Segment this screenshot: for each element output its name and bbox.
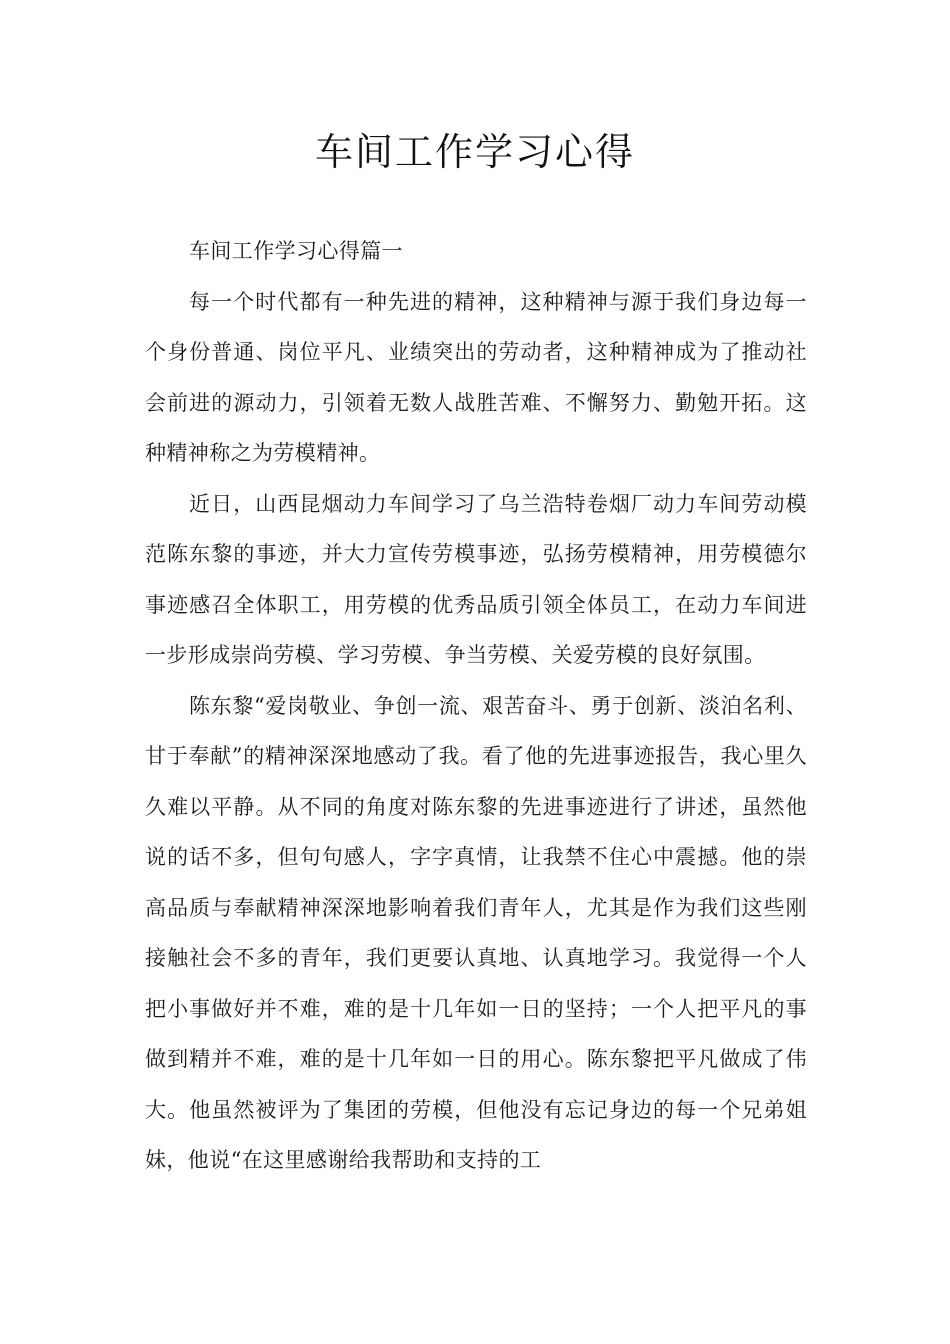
paragraph: 陈东黎“爱岗敬业、争创一流、艰苦奋斗、勇于创新、淡泊名利、甘于奉献”的精神深深地感动了我。看了他的先进事迹报告，我心里久久难以平静。从不同的角度对陈东黎的先进事迹进行了讲述，虽然他说的话不多，但句句感人，字字真情，让我禁不住心中震撼。他的崇高品质与奉献精神深深地影响着我们青年人，尤其是作为我们这些刚接触社会不多的青年，我们更要认真地、认真地学习。我觉得一个人把小事做好并不难，难的是十几年如一日的坚持；一个人把平凡的事做到精并不难，难的是十几年如一日的用心。陈东黎把平凡做成了伟大。他虽然被评为了集团的劳模，但他没有忘记身边的每一个兄弟姐妹，他说“在这里感谢给我帮助和支持的工 — [145, 693, 807, 1172]
document-body — [145, 226, 807, 1186]
section-heading: 车间工作学习心得篇一 — [189, 239, 403, 263]
paragraph: 每一个时代都有一种先进的精神，这种精神与源于我们身边每一个身份普通、岗位平凡、业绩突出的劳动者，这种精神成为了推动社会前进的源动力，引领着无数人战胜苦难、不懈努力、勤勉开拓。这种精神称之为劳模精神。 — [145, 289, 807, 465]
document-title: 车间工作学习心得 — [314, 130, 635, 174]
paragraph: 近日，山西昆烟动力车间学习了乌兰浩特卷烟厂动力车间劳动模范陈东黎的事迹，并大力宣传劳模事迹，弘扬劳模精神，用劳模德尔事迹感召全体职工，用劳模的优秀品质引领全体员工，在动力车间进一步形成崇尚劳模、学习劳模、争当劳模、关爱劳模的良好氛围。 — [145, 491, 807, 667]
